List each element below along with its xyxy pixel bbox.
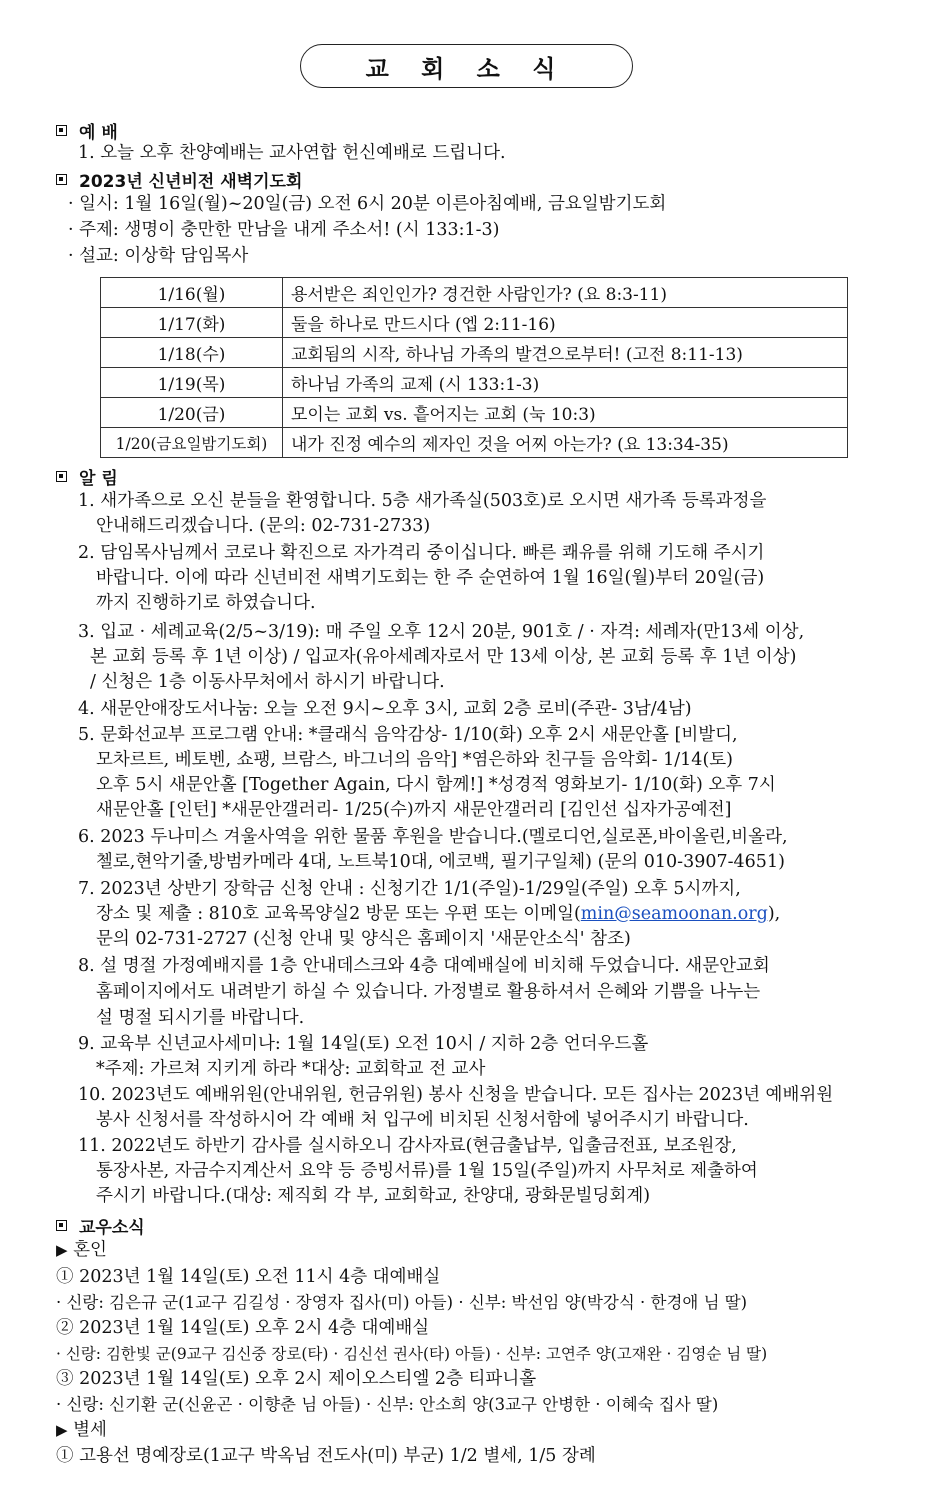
notice-line: 주시기 바랍니다.(대상: 제직회 각 부, 교회학교, 찬양대, 광화문빌딩회계) <box>96 1186 651 1206</box>
notice-line: 홈페이지에서도 내려받기 하실 수 있습니다. 가정별로 활용하셔서 은혜와 기쁨을 나누는 <box>96 982 761 1002</box>
schedule-date: 1/18(수) <box>101 338 283 368</box>
notice-line: 8. 설 명절 가정예배지를 1층 안내데스크와 4층 대예배실에 비치해 두었습니다. 새문안교회 <box>78 956 770 976</box>
schedule-date: 1/17(화) <box>101 308 283 338</box>
table-row <box>101 398 848 428</box>
notice-line: 10. 2023년도 예배위원(안내위원, 헌금위원) 봉사 신청을 받습니다. 모든 집사는 2023년 예배위원 <box>78 1085 834 1105</box>
worship-item: 1. 오늘 오후 찬양예배는 교사연합 헌신예배로 드립니다. <box>78 143 506 163</box>
email-link[interactable]: min@seamoonan.org <box>580 904 768 924</box>
schedule-sermon: 용서받은 죄인인가? 경건한 사람인가? (요 8:3-11) <box>283 278 848 308</box>
square-bullet-icon <box>56 471 67 482</box>
notice-line: 까지 진행하기로 하였습니다. <box>96 593 316 613</box>
notice-line: 1. 새가족으로 오신 분들을 환영합니다. 5층 새가족실(503호)로 오시면 새가족 등록과정을 <box>78 491 767 511</box>
wedding-label: ▶ 혼인 <box>56 1240 107 1260</box>
table-row <box>101 368 848 398</box>
notice-line: 문의 02-731-2727 (신청 안내 및 양식은 홈페이지 '새문안소식' 참조) <box>96 929 631 949</box>
notice-line: 통장사본, 자금수지계산서 요약 등 증빙서류)를 1월 15일(주일)까지 사무처로 제출하여 <box>96 1161 758 1181</box>
square-bullet-icon <box>56 125 67 136</box>
notice-line: 3. 입교 · 세례교육(2/5~3/19): 매 주일 오후 12시 20분, 901호 / · 자격: 세례자(만13세 이상, <box>78 622 805 642</box>
schedule-sermon: 하나님 가족의 교제 (시 133:1-3) <box>283 368 848 398</box>
sermon-schedule-table <box>100 277 848 458</box>
notice-line: / 신청은 1층 이동사무처에서 하시기 바랍니다. <box>90 672 445 692</box>
heading-text: 교우소식 <box>79 1218 145 1238</box>
heading-text: 예 배 <box>79 123 118 143</box>
wedding-line: ③ 2023년 1월 14일(토) 오후 2시 제이오스티엘 2층 티파니홀 <box>56 1369 537 1389</box>
notice-line: 첼로,현악기줄,방범카메라 4대, 노트북10대, 에코백, 필기구일체) (문의 010-3907-4651) <box>96 852 785 872</box>
notice-line <box>96 902 780 926</box>
table-row <box>101 308 848 338</box>
vision-preacher: · 설교: 이상학 담임목사 <box>68 246 249 266</box>
schedule-date: 1/16(월) <box>101 278 283 308</box>
schedule-date: 1/19(목) <box>101 368 283 398</box>
notice-line: 바랍니다. 이에 따라 신년비전 새벽기도회는 한 주 순연하여 1월 16일(월)부터 20일(금) <box>96 568 765 588</box>
square-bullet-icon <box>56 174 67 185</box>
notice-line: 설 명절 되시기를 바랍니다. <box>96 1008 305 1028</box>
notice-line: 본 교회 등록 후 1년 이상) / 입교자(유아세례자로서 만 13세 이상, 본 교회 등록 후 1년 이상) <box>90 647 797 667</box>
table-row <box>101 338 848 368</box>
section-heading-vision <box>56 167 302 192</box>
wedding-line: ② 2023년 1월 14일(토) 오후 2시 4층 대예배실 <box>56 1318 430 1338</box>
death-line: ① 고용선 명예장로(1교구 박옥님 전도사(미) 부군) 1/2 별세, 1/5 장례 <box>56 1446 596 1466</box>
notice-line: 모차르트, 베토벤, 쇼팽, 브람스, 바그너의 음악] *염은하와 친구들 음악회- 1/14(토) <box>96 750 734 770</box>
schedule-sermon: 내가 진정 예수의 제자인 것을 어찌 아는가? (요 13:34-35) <box>283 428 848 458</box>
death-label: ▶ 별세 <box>56 1420 107 1440</box>
wedding-line: ① 2023년 1월 14일(토) 오전 11시 4층 대예배실 <box>56 1267 441 1287</box>
notice-line: 5. 문화선교부 프로그램 안내: *클래식 음악감상- 1/10(화) 오후 2시 새문안홀 [비발디, <box>78 725 738 745</box>
notice-text: 장소 및 제출 : 810호 교육목양실2 방문 또는 우편 또는 이메일( <box>96 904 581 924</box>
heading-text: 알 림 <box>79 469 118 489</box>
notice-text: ), <box>767 904 781 924</box>
section-heading-members <box>56 1213 145 1238</box>
notice-line: 봉사 신청서를 작성하시어 각 예배 처 입구에 비치된 신청서함에 넣어주시기 바랍니다. <box>96 1110 749 1130</box>
wedding-line: · 신랑: 김한빛 군(9교구 김신중 장로(타) · 김신선 권사(타) 아들) · 신부: 고연주 양(고재완 · 김영순 님 딸) <box>56 1345 768 1363</box>
notice-line: 11. 2022년도 하반기 감사를 실시하오니 감사자료(현금출납부, 입출금전표, 보조원장, <box>78 1136 737 1156</box>
notice-line: 9. 교육부 신년교사세미나: 1월 14일(토) 오전 10시 / 지하 2층 언더우드홀 <box>78 1034 649 1054</box>
page-title: 교 회 소 식 <box>300 44 633 88</box>
vision-date: · 일시: 1월 16일(월)~20일(금) 오전 6시 20분 이른아침예배, 금요일밤기도회 <box>68 194 667 214</box>
title-frame <box>300 44 633 88</box>
section-heading-worship <box>56 118 118 143</box>
triangle-right-icon: ▶ <box>56 1421 68 1439</box>
table-row <box>101 428 848 458</box>
notice-line: 새문안홀 [인턴] *새문안갤러리- 1/25(수)까지 새문안갤러리 [김인선 십자가공예전] <box>96 800 732 820</box>
notice-line: 6. 2023 두나미스 겨울사역을 위한 물품 후원을 받습니다.(멜로디언,실로폰,바이올린,비올라, <box>78 827 788 847</box>
notice-line: 7. 2023년 상반기 장학금 신청 안내 : 신청기간 1/1(주일)-1/29일(주일) 오후 5시까지, <box>78 879 741 899</box>
wedding-line: · 신랑: 신기환 군(신윤곤 · 이향춘 님 아들) · 신부: 안소희 양(3교구 안병한 · 이혜숙 집사 딸) <box>56 1395 719 1414</box>
schedule-date: 1/20(금) <box>101 398 283 428</box>
heading-text: 2023년 신년비전 새벽기도회 <box>79 172 303 192</box>
wedding-line: · 신랑: 김은규 군(1교구 김길성 · 장영자 집사(미) 아들) · 신부: 박선임 양(박강식 · 한경애 님 딸) <box>56 1293 748 1312</box>
notice-line: 오후 5시 새문안홀 [Together Again, 다시 함께!] *성경적 영화보기- 1/10(화) 오후 7시 <box>96 775 776 795</box>
schedule-date: 1/20(금요일밤기도회) <box>101 428 283 458</box>
schedule-sermon: 둘을 하나로 만드시다 (엡 2:11-16) <box>283 308 848 338</box>
triangle-right-icon: ▶ <box>56 1241 68 1259</box>
table-row <box>101 278 848 308</box>
notice-line: *주제: 가르쳐 지키게 하라 *대상: 교회학교 전 교사 <box>96 1059 486 1079</box>
section-heading-notices <box>56 464 118 489</box>
notice-line: 4. 새문안애장도서나눔: 오늘 오전 9시~오후 3시, 교회 2층 로비(주관- 3남/4남) <box>78 699 692 719</box>
vision-theme: · 주제: 생명이 충만한 만남을 내게 주소서! (시 133:1-3) <box>68 220 500 240</box>
notice-line: 2. 담임목사님께서 코로나 확진으로 자가격리 중이십니다. 빠른 쾌유를 위해 기도해 주시기 <box>78 543 765 563</box>
square-bullet-icon <box>56 1220 67 1231</box>
schedule-sermon: 모이는 교회 vs. 흩어지는 교회 (눅 10:3) <box>283 398 848 428</box>
schedule-sermon: 교회됨의 시작, 하나님 가족의 발견으로부터! (고전 8:11-13) <box>283 338 848 368</box>
notice-line: 안내해드리겠습니다. (문의: 02-731-2733) <box>96 516 431 536</box>
